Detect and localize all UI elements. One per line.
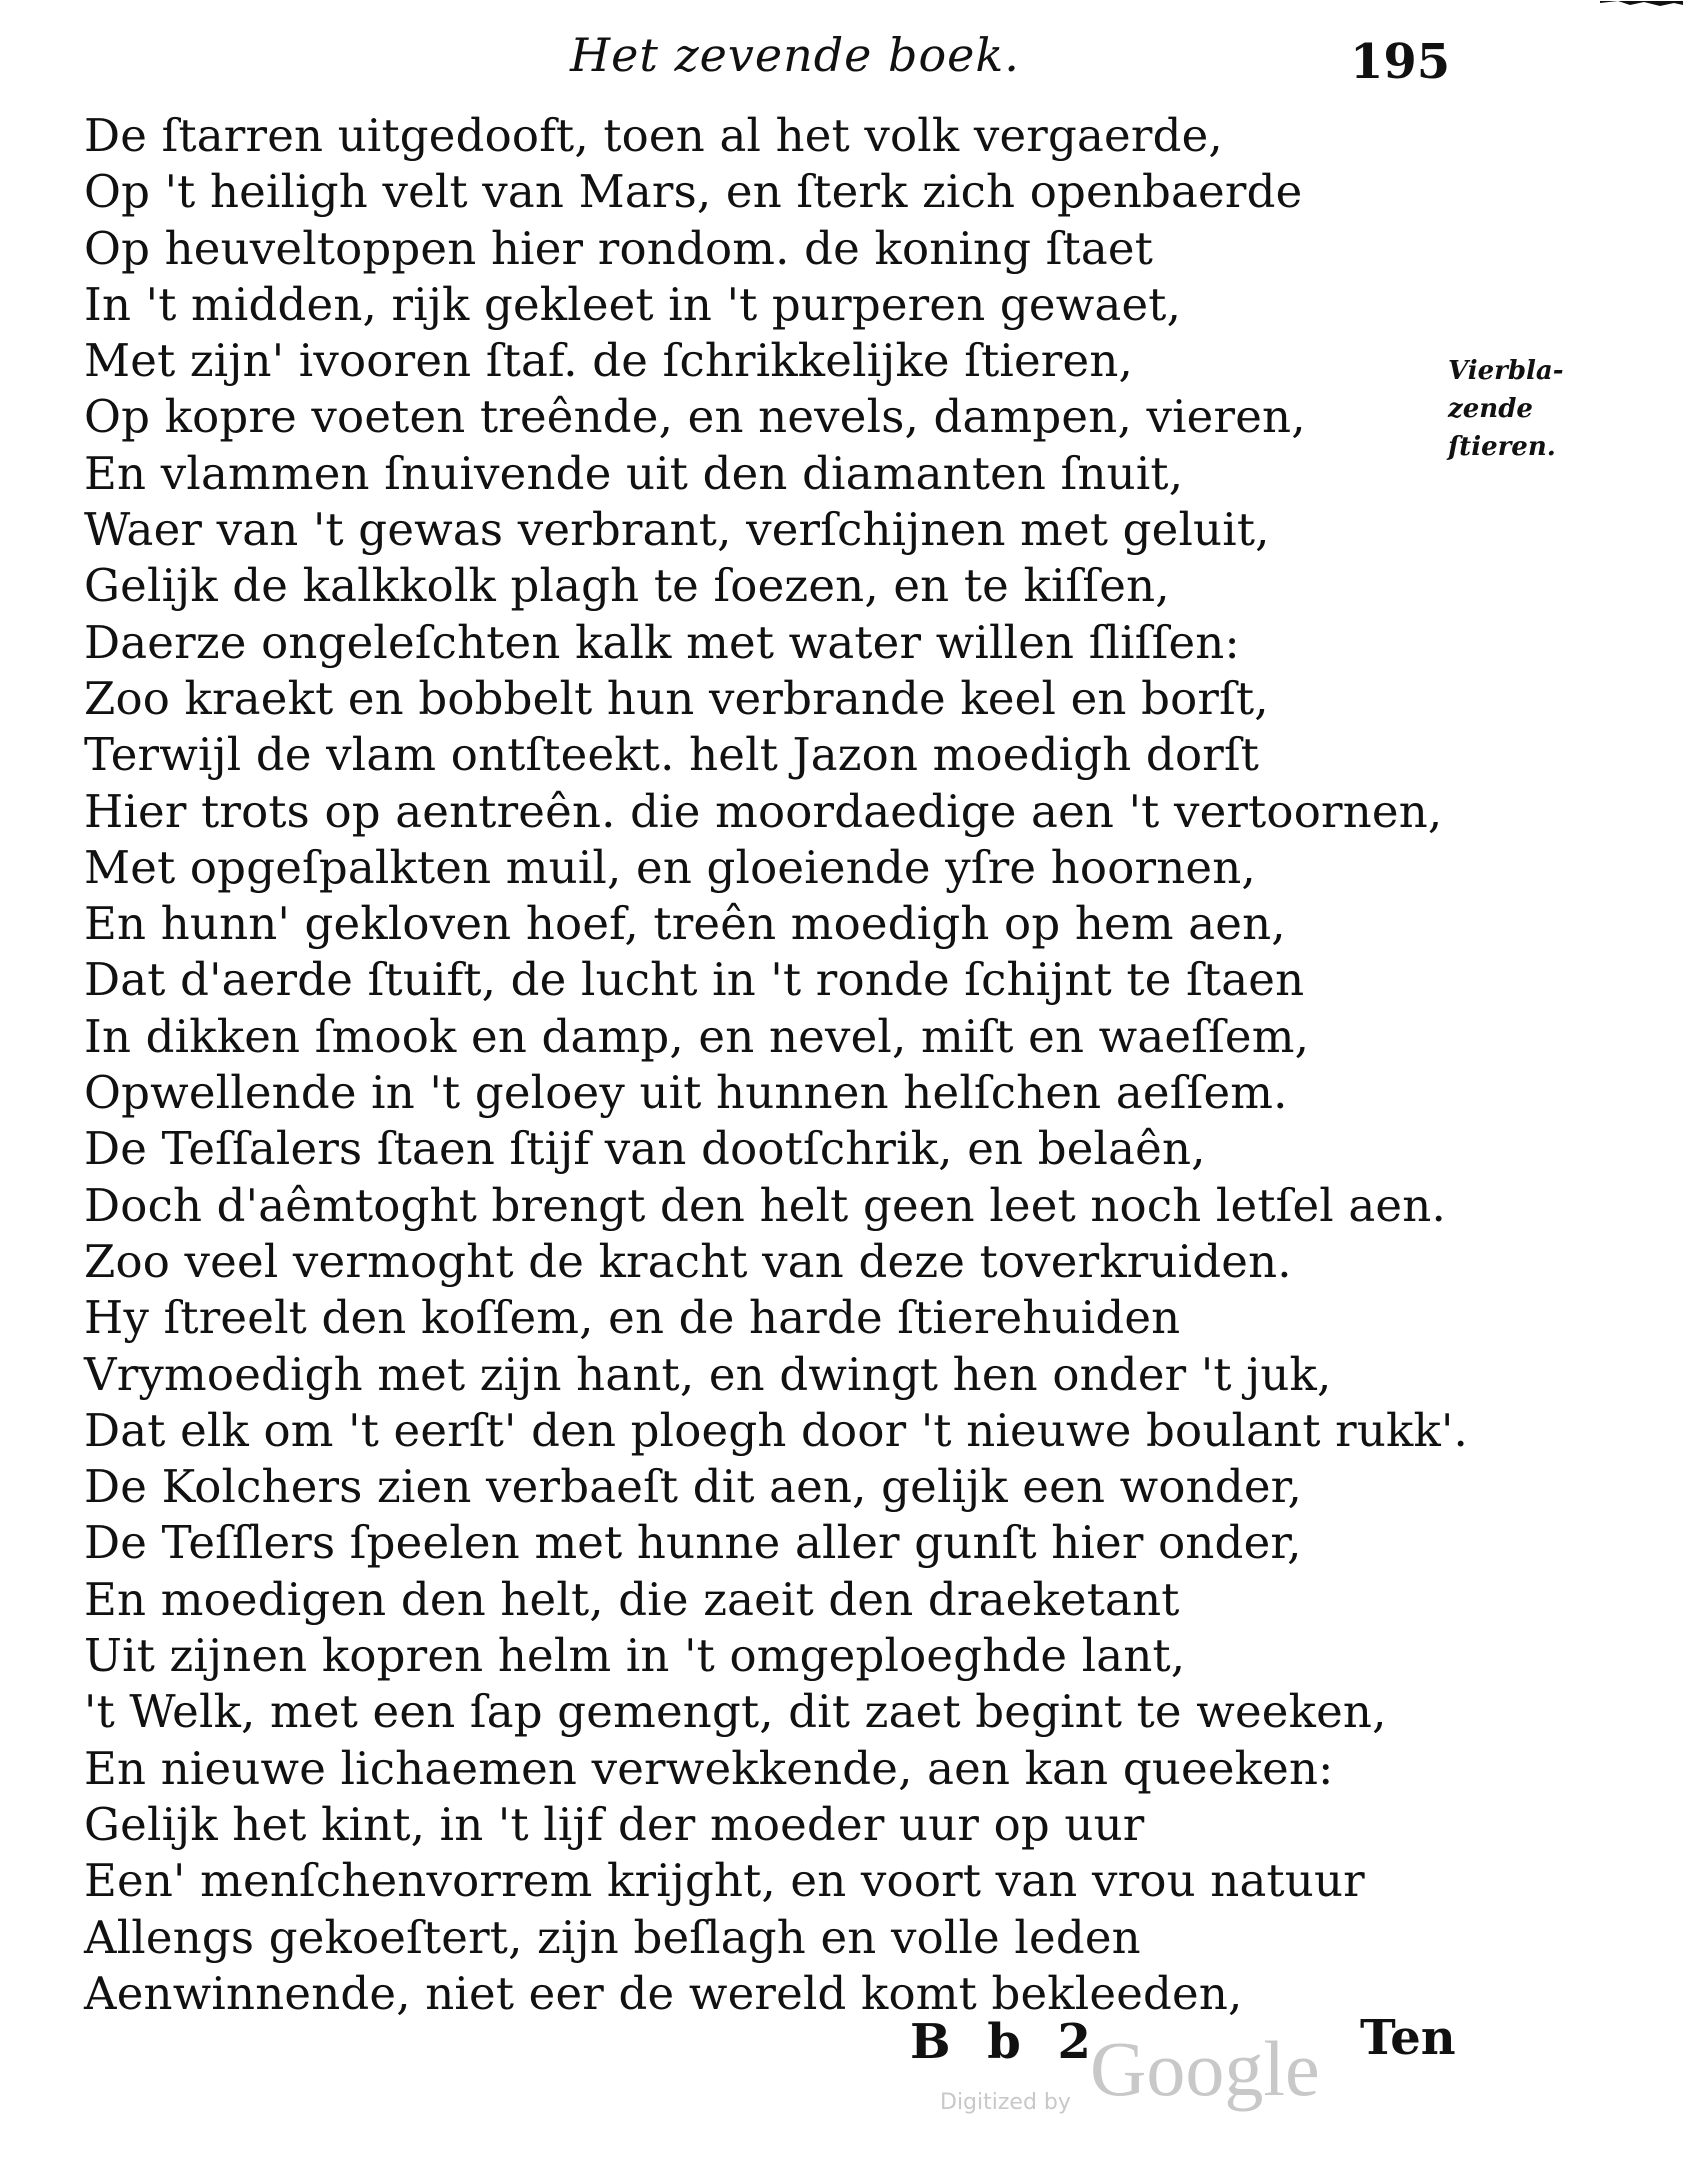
poem-line: De Teſſalers ſtaen ſtijf van dootſchrik, en belaên, bbox=[84, 1122, 1206, 1176]
poem-line: Hy ſtreelt den koſſem, en de harde ſtierehuiden bbox=[84, 1291, 1181, 1345]
poem-line: Hier trots op aentreên. die moordaedige aen 't vertoornen, bbox=[84, 784, 1443, 838]
poem-line: Op kopre voeten treênde, en nevels, dampen, vieren, bbox=[84, 390, 1306, 444]
poem-line: Opwellende in 't geloey uit hunnen helſchen aeſſem. bbox=[84, 1066, 1288, 1120]
poem-line: En hunn' gekloven hoef, treên moedigh op hem aen, bbox=[84, 897, 1286, 951]
poem-line: Op 't heiligh velt van Mars, en ſterk zich openbaerde bbox=[84, 165, 1303, 219]
poem-line: Aenwinnende, niet eer de wereld komt bekleeden, bbox=[84, 1966, 1243, 2020]
poem-line: Uit zijnen kopren helm in 't omgeploeghde lant, bbox=[84, 1629, 1186, 1683]
poem-line: Dat elk om 't eerſt' den ploegh door 't nieuwe boulant rukk'. bbox=[84, 1403, 1469, 1457]
poem-line: Allengs gekoeſtert, zijn beſlagh en volle leden bbox=[84, 1910, 1141, 1964]
catchword: Ten bbox=[1360, 2010, 1456, 2066]
poem-line: Zoo veel vermoght de kracht van deze toverkruiden. bbox=[84, 1234, 1292, 1288]
watermark-small-text: Digitized by bbox=[940, 2090, 1071, 2115]
margin-note bbox=[1448, 352, 1608, 466]
corner-ink-smudge bbox=[1600, 0, 1683, 14]
margin-note-line: zende bbox=[1448, 394, 1533, 424]
poem-line: Daerze ongeleſchten kalk met water willen ſliſſen: bbox=[84, 615, 1240, 669]
running-header-title: Het zevende boek. bbox=[570, 28, 1020, 82]
page-number: 195 bbox=[1350, 34, 1451, 90]
watermark-logo-text: Google bbox=[1090, 2025, 1320, 2112]
poem-line: Een' menſchenvorrem krijght, en voort van vrou natuur bbox=[84, 1854, 1365, 1908]
poem-text bbox=[84, 108, 1484, 2022]
poem-line: Met opgeſpalkten muil, en gloeiende yſre hoornen, bbox=[84, 840, 1256, 894]
poem-line: Zoo kraekt en bobbelt hun verbrande keel en borſt, bbox=[84, 671, 1269, 725]
poem-line: De Kolchers zien verbaeſt dit aen, gelijk een wonder, bbox=[84, 1460, 1302, 1514]
poem-line: Op heuveltoppen hier rondom. de koning ſtaet bbox=[84, 221, 1153, 275]
poem-line: In dikken ſmook en damp, en nevel, miſt en waeſſem, bbox=[84, 1009, 1310, 1063]
poem-line: Vrymoedigh met zijn hant, en dwingt hen onder 't juk, bbox=[84, 1347, 1332, 1401]
signature-mark: B b 2 bbox=[910, 2014, 1101, 2070]
poem-line: En nieuwe lichaemen verwekkende, aen kan queeken: bbox=[84, 1741, 1334, 1795]
poem-line: Waer van 't gewas verbrant, verſchijnen met geluit, bbox=[84, 503, 1270, 557]
poem-line: Terwijl de vlam ontſteekt. helt Jazon moedigh dorſt bbox=[84, 728, 1260, 782]
poem-line: Gelijk het kint, in 't lijf der moeder uur op uur bbox=[84, 1797, 1145, 1851]
margin-note-line: ſtieren. bbox=[1448, 432, 1556, 462]
margin-note-line: Vierbla- bbox=[1448, 356, 1564, 386]
poem-line: Met zijn' ivooren ſtaf. de ſchrikkelijke ſtieren, bbox=[84, 334, 1134, 388]
poem-line: Gelijk de kalkkolk plagh te ſoezen, en te kiſſen, bbox=[84, 559, 1170, 613]
poem-line: Doch d'aêmtoght brengt den helt geen leet noch letſel aen. bbox=[84, 1178, 1446, 1232]
poem-line: In 't midden, rijk gekleet in 't purperen gewaet, bbox=[84, 277, 1182, 331]
poem-line: En vlammen ſnuivende uit den diamanten ſnuit, bbox=[84, 446, 1184, 500]
digitized-watermark bbox=[940, 2024, 1320, 2134]
poem-line: En moedigen den helt, die zaeit den draeketant bbox=[84, 1572, 1180, 1626]
poem-line: Dat d'aerde ſtuift, de lucht in 't ronde ſchijnt te ſtaen bbox=[84, 953, 1305, 1007]
poem-line: De Teſſlers ſpeelen met hunne aller gunſt hier onder, bbox=[84, 1516, 1302, 1570]
poem-line: 't Welk, met een ſap gemengt, dit zaet begint te weeken, bbox=[84, 1685, 1387, 1739]
poem-line: De ſtarren uitgedooft, toen al het volk vergaerde, bbox=[84, 109, 1223, 162]
